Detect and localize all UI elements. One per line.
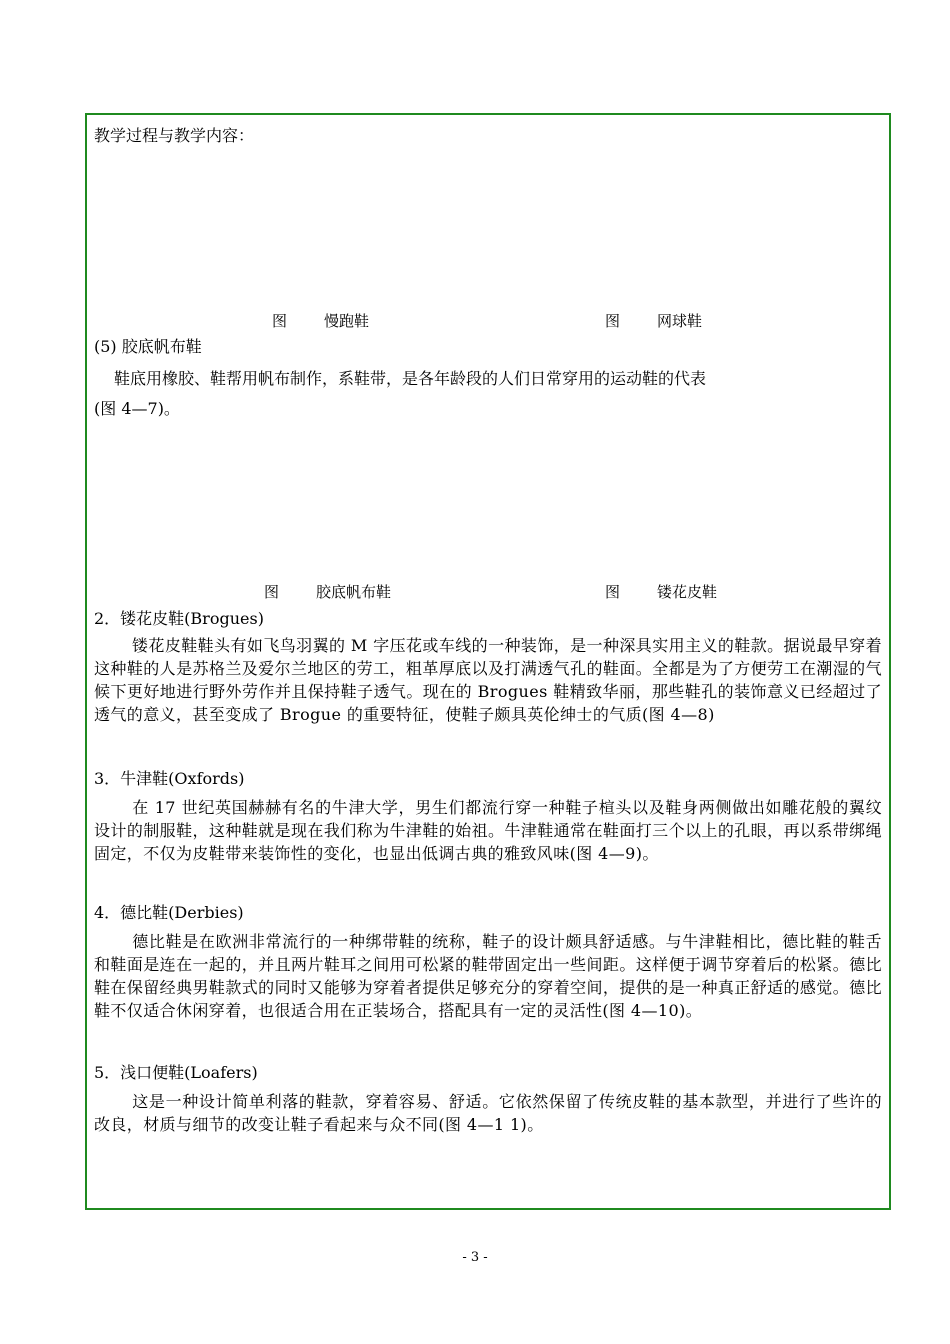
section-title: 3．牛津鞋(Oxfords): [94, 769, 245, 788]
paragraph: [94, 1090, 882, 1136]
paragraph: [94, 930, 882, 1022]
paragraph-line: 鞋底用橡胶、鞋帮用帆布制作，系鞋带，是各年龄段的人们日常穿用的运动鞋的代表: [114, 369, 707, 388]
section-title: 2．镂花皮鞋(Brogues): [94, 609, 264, 628]
section-title: (5) 胶底帆布鞋: [94, 337, 202, 356]
paragraph-text: 在 17 世纪英国赫赫有名的牛津大学，男生们都流行穿一种鞋子楦头以及鞋身两侧做出如雕花般的翼纹设计的制服鞋，这种鞋就是现在我们称为牛津鞋的始祖。牛津鞋通常在鞋面打三个以上的孔眼，再以系带绑绳固定，不仅为皮鞋带来装饰性的变化，也显出低调古典的雅致风味(图 4—9)。: [94, 798, 882, 863]
section-title: 5．浅口便鞋(Loafers): [94, 1063, 258, 1082]
paragraph-text: 这是一种设计简单利落的鞋款，穿着容易、舒适。它依然保留了传统皮鞋的基本款型，并进行了些许的改良，材质与细节的改变让鞋子看起来与众不同(图 4—1 1)。: [94, 1092, 882, 1134]
figure-caption: [605, 312, 702, 330]
paragraph-text: 德比鞋是在欧洲非常流行的一种绑带鞋的统称，鞋子的设计颇具舒适感。与牛津鞋相比，德比鞋的鞋舌和鞋面是连在一起的，并且两片鞋耳之间用可松紧的鞋带固定出一些间距。这样便于调节穿着后的松紧。德比鞋在保留经典男鞋款式的同时又能够为穿着者提供足够充分的穿着空间，提供的是一种真正舒适的感觉。德比鞋不仅适合休闲穿着，也很适合用在正装场合，搭配具有一定的灵活性(图 4—10)。: [94, 932, 882, 1020]
paragraph-line: (图 4—7)。: [94, 399, 180, 418]
figure-caption-text: 网球鞋: [657, 312, 703, 330]
paragraph: [94, 796, 882, 865]
figure-caption: [272, 312, 369, 330]
figure-caption-text: 胶底帆布鞋: [316, 583, 392, 601]
figure-label: 图: [605, 312, 621, 330]
figure-label: 图: [605, 583, 621, 601]
figure-caption-text: 慢跑鞋: [324, 312, 370, 330]
figure-caption: [264, 583, 391, 601]
figure-label: 图: [272, 312, 288, 330]
section-heading: 教学过程与教学内容：: [94, 126, 255, 145]
paragraph-text: 镂花皮鞋鞋头有如飞鸟羽翼的 M 字压花或车线的一种装饰，是一种深具实用主义的鞋款。据说最早穿着这种鞋的人是苏格兰及爱尔兰地区的劳工，粗革厚底以及打满透气孔的鞋面。全都是为了方便劳工在潮湿的气候下更好地进行野外劳作并且保持鞋子透气。现在的 Brogues 鞋精致华丽，那些鞋孔的装饰意义已经超过了透气的意义，甚至变成了 Brogue 的重要特征，使鞋子颇具英伦绅士的气质(图 4—8): [94, 636, 882, 724]
figure-caption-text: 镂花皮鞋: [657, 583, 718, 601]
section-title: 4．德比鞋(Derbies): [94, 903, 244, 922]
page-number: - 3 -: [462, 1250, 488, 1265]
figure-caption: [605, 583, 717, 601]
figure-label: 图: [264, 583, 280, 601]
paragraph: [94, 634, 882, 726]
